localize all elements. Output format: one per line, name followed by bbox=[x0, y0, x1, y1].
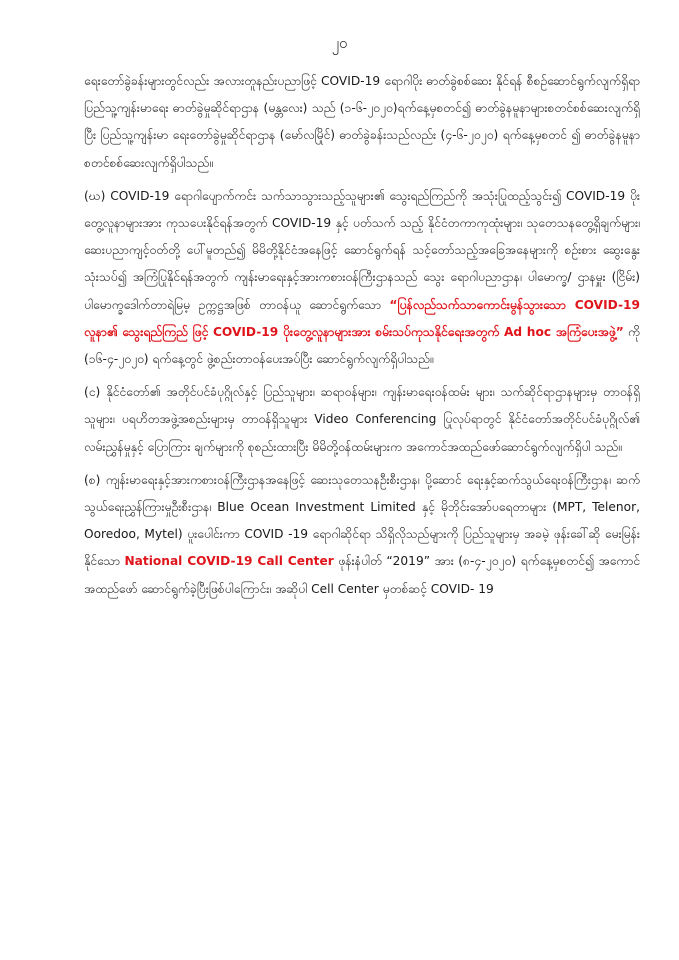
paragraph-text: (စ) ကျန်းမာရေးနှင့်အားကစားဝန်ကြီးဌာနအနေဖြင့် ဆေးသုတေသနဦးစီးဌာန၊ ပို့ဆောင် ရေးနှင့်ဆက်သွယ်ရေးဝန်ကြီးဌာန၊ ဆက်သွယ်ရေးညွှန်ကြားမှုဦးစီးဌာန၊ Blue Ocean Investment Limited နှင့် မိုဘိုင်းအော်ပရေတာများ (MPT, Telenor, Ooredoo, Mytel) ပူးပေါင်းကာ COVID -19 ရောဂါဆိုင်ရာ သိရှိလိုသည်များကို ပြည်သူများမှ အခမဲ့ ဖုန်းခေါ်ဆို မေးမြန်းနိုင်သော bbox=[84, 472, 640, 569]
paragraph-text: ကို (၁၆-၄-၂၀၂၀) ရက်နေ့တွင် ဖွဲ့စည်းတာဝန်ပေးအပ်ပြီး ဆောင်ရွက်လျက်ရှိပါသည်။ bbox=[84, 324, 640, 367]
paragraph-video-conferencing: (င) နိုင်ငံတော်၏ အတိုင်ပင်ခံပုဂ္ဂိုလ်နှင့် ပြည်သူများ၊ ဆရာဝန်များ၊ ကျန်းမာရေးဝန်ထမ်း များ၊ သက်ဆိုင်ရာဌာနများမှ တာဝန်ရှိသူများ၊ ပရဟိတအဖွဲ့အစည်းများမှ တာဝန်ရှိသူများ Video Conferencing ပြုလုပ်ရာတွင် နိုင်ငံတော်အတိုင်ပင်ခံပုဂ္ဂိုလ်၏ လမ်းညွှန်မှုနှင့် ပြောကြား ချက်များကို စုစည်းထားပြီး မိမိတို့ဝန်ထမ်းများက အကောင်အထည်ဖော်ဆောင်ရွက်လျက်ရှိပါ သည်။ bbox=[84, 385, 640, 454]
highlighted-committee-name: “ပြန်လည်သက်သာကောင်းမွန်သွားသော COVID-19 လူနာ၏ သွေးရည်ကြည် ဖြင့် COVID-19 ပိုးတွေ့လူနာများအား စမ်းသပ်ကုသနိုင်ရေးအတွက် Ad hoc အကြံပေးအဖွဲ့” bbox=[84, 297, 641, 339]
paragraph-text: (ဃ) COVID-19 ရောဂါပျောက်ကင်း သက်သာသွားသည့်သူများ၏ သွေးရည်ကြည်ကို အသုံးပြုထည့်သွင်း၍ COVID-19 ပိုးတွေ့လူနာများအား ကုသပေးနိုင်ရန်အတွက် COVID-19 နှင့် ပတ်သက် သည့် နိုင်ငံတကာကုထုံးများ၊ သုတေသနတွေ့ရှိချက်များ၊ ဆေးပညာကျင့်ဝတ်တို့ ပေါ်မူတည်၍ မိမိတို့နိုင်ငံအနေဖြင့် ဆောင်ရွက်ရန် သင့်တော်သည့်အခြေအနေများကို စဉ်းစား ဆွေးနွေးသုံးသပ်၍ အကြံပြုနိုင်ရန်အတွက် ကျန်းမာရေးနှင့်အားကစားဝန်ကြီးဌာနသည် သွေး ရောဂါပညာဌာန၊ ပါမောက္ခ/ ဌာနမှူး (ငြိမ်း) ပါမောက္ခဒေါက်တာရဲမြမ့ ဥက္ကဋ္ဌအဖြစ် တာဝန်ယူ ဆောင်ရွက်သော bbox=[84, 188, 640, 312]
paragraph-call-center bbox=[84, 467, 640, 603]
page-number: ၂၀ bbox=[331, 34, 348, 52]
document-body bbox=[84, 68, 640, 609]
highlighted-call-center-name: National COVID-19 Call Center bbox=[124, 554, 334, 569]
paragraph-text: ဖုန်းနံပါတ် “2019” အား (၈-၄-၂၀၂၀) ရက်နေ့မှစတင်၍ အကောင် အထည်ဖော် ဆောင်ရွက်ခဲ့ပြီးဖြစ်ပါကြောင်း၊ အဆိုပါ Cell Center မှတစ်ဆင့် COVID- 19 bbox=[84, 554, 640, 596]
paragraph-plasma-committee bbox=[84, 183, 640, 373]
paragraph-lab-testing: ရေးတော်ခွဲခန်းများတွင်လည်း အလားတူနည်းပညာဖြင့် COVID-19 ရောဂါပိုး ဓာတ်ခွဲစစ်ဆေး နိုင်ရန် စီစဉ်ဆောင်ရွက်လျက်ရှိရာ ပြည်သူ့ကျန်းမာရေး ဓာတ်ခွဲမှုဆိုင်ရာဌာန (မန္တလေး) သည် (၁-၆-၂၀၂၀)ရက်နေ့မှစတင်၍ ဓာတ်ခွဲနမူနာများစတင်စစ်ဆေးလျက်ရှိပြီး ပြည်သူ့ကျန်းမာ ရေးတော်ခွဲမှုဆိုင်ရာဌာန (မော်လမြိုင်) ဓာတ်ခွဲခန်းသည်လည်း (၄-၆-၂၀၂၀) ရက်နေ့မှစတင် ၍ ဓာတ်ခွဲနမူနာ စတင်စစ်ဆေးလျက်ရှိပါသည်။ bbox=[84, 74, 640, 170]
